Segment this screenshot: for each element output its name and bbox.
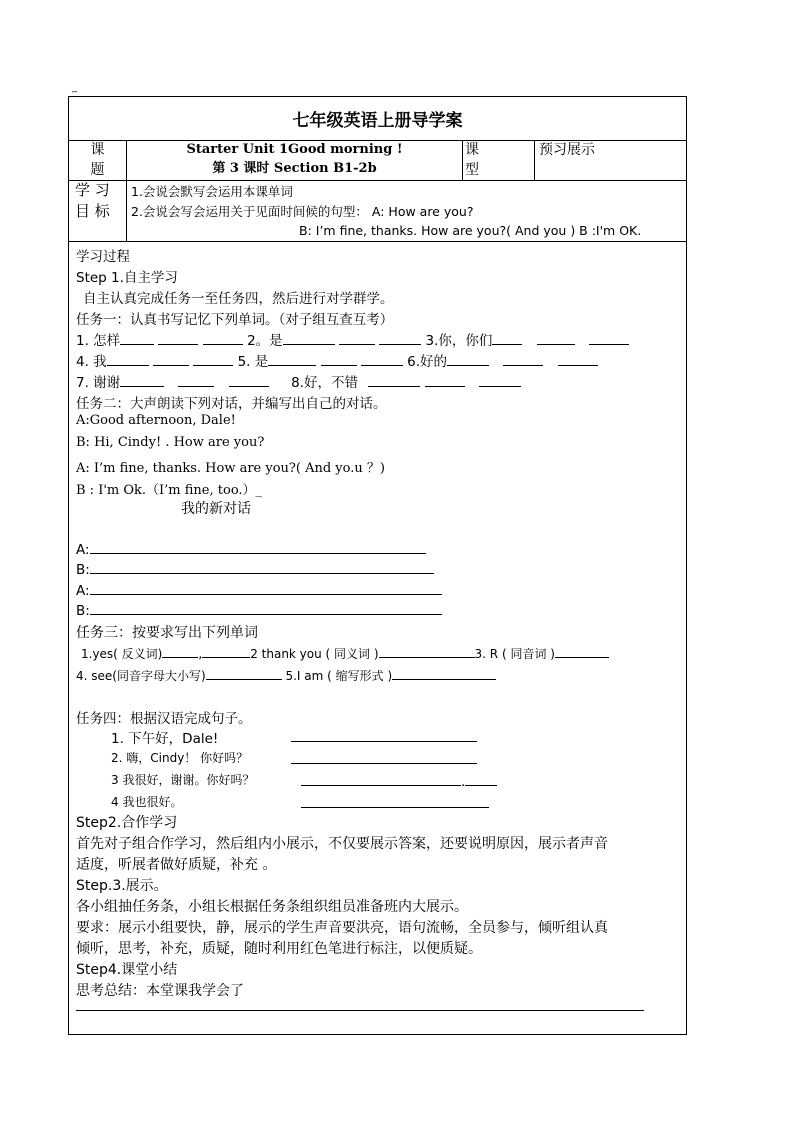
word-prompt: 3.你，你们 <box>425 333 493 349</box>
blank[interactable] <box>321 351 357 366</box>
task1-line2 <box>76 350 598 370</box>
step3-heading: Step.3.展示。 <box>76 878 168 894</box>
summary-answer <box>76 996 644 1015</box>
type-value: 预习展示 <box>539 142 595 158</box>
step4-text: 思考总结：本堂课我学会了 <box>76 983 244 999</box>
lesson-title-cell <box>127 140 463 180</box>
goals-row <box>69 180 686 242</box>
task3-line2 <box>76 665 496 684</box>
blank[interactable] <box>503 351 543 366</box>
word-prompt: 4. 我 <box>76 354 107 370</box>
blank[interactable] <box>283 330 335 345</box>
step4-heading: Step4.课堂小结 <box>76 962 178 978</box>
blank[interactable] <box>555 643 609 658</box>
blank[interactable] <box>361 351 403 366</box>
task4-heading: 任务四：根据汉语完成句子。 <box>76 711 252 727</box>
my-dialog-heading: 我的新对话 <box>181 501 251 517</box>
word-prompt: 2。是 <box>247 333 283 349</box>
task3-heading: 任务三：按要求写出下列单词 <box>76 625 258 641</box>
blank[interactable] <box>537 330 575 345</box>
sentence-1-answer <box>291 727 477 746</box>
step1-desc: 自主认真完成任务一至任务四，然后进行对学群学。 <box>83 291 394 307</box>
step2-heading: Step2.合作学习 <box>76 815 178 831</box>
answer-line[interactable] <box>90 559 434 574</box>
step3-text-3: 倾听，思考，补充，质疑，随时利用红色笔进行标注，以便质疑。 <box>76 941 482 957</box>
sentence-3-answer: . <box>301 771 497 790</box>
step3-text-1: 各小组抽任务条，小组长根据任务条组织组员准备班内大展示。 <box>76 899 468 915</box>
word-prompt: 1.yes( 反义词) <box>81 647 163 661</box>
answer-line[interactable] <box>301 793 489 808</box>
dialog-line-2: B: Hi, Cindy! . How are you? <box>76 435 265 450</box>
answer-line[interactable] <box>291 727 477 742</box>
goal-2: 2.会说会写会运用关于见面时间候的句型： A: How are you? <box>131 204 474 219</box>
step3-text-2: 要求：展示小组要快，静，展示的学生声音要洪亮，语句流畅，全员参与，倾听组认真 <box>76 920 608 936</box>
speaker-label: A: <box>76 542 90 558</box>
blank[interactable] <box>229 372 269 387</box>
blank[interactable] <box>589 330 629 345</box>
goal-3: B: I’m fine, thanks. How are you?( And you ) B :I'm OK. <box>299 223 642 238</box>
blank[interactable] <box>193 351 233 366</box>
step1-heading: Step 1.自主学习 <box>76 270 178 286</box>
blank[interactable] <box>339 330 375 345</box>
blank[interactable] <box>120 372 164 387</box>
dialog-line-1: A:Good afternoon, Dale! <box>76 413 236 428</box>
process-heading: 学习过程 <box>76 249 130 265</box>
blank[interactable] <box>558 351 598 366</box>
blank[interactable] <box>368 372 420 387</box>
blank[interactable] <box>158 330 198 345</box>
blank[interactable] <box>203 330 243 345</box>
corner-mark: _ <box>72 82 77 93</box>
sentence-3: 3 我很好，谢谢。你好吗？ <box>111 773 255 787</box>
new-dialog-b1 <box>76 559 434 578</box>
answer-line[interactable] <box>76 996 644 1011</box>
blank[interactable] <box>178 372 214 387</box>
speaker-label: B: <box>76 603 90 619</box>
sentence-4-answer <box>301 793 489 812</box>
answer-line[interactable] <box>301 771 461 786</box>
course-label: 课 题 <box>69 140 127 180</box>
word-prompt: 2 thank you ( 同义词 ) <box>250 647 379 661</box>
speaker-label: B: <box>76 562 90 578</box>
word-prompt: 3. R ( 同音词 ) <box>474 647 555 661</box>
worksheet-table <box>68 96 687 1035</box>
task1-line3 <box>76 371 521 391</box>
task1-line1 <box>76 329 629 349</box>
task3-line1: 1.yes( 反义词) , 2 thank you ( 同义词 ) 3. R ( 同音词 ) <box>81 643 609 662</box>
blank[interactable] <box>153 351 189 366</box>
goals-content <box>127 180 687 241</box>
speaker-label: A: <box>76 583 90 599</box>
answer-line[interactable] <box>90 600 442 615</box>
sentence-1: 1. 下午好，Dale! <box>111 731 219 747</box>
blank[interactable] <box>479 372 521 387</box>
blank[interactable] <box>206 665 282 680</box>
word-prompt: 7. 谢谢 <box>76 375 121 391</box>
blank[interactable] <box>268 351 316 366</box>
word-prompt: 5.I am ( 缩写形式 ) <box>285 669 393 683</box>
step2-text-1: 首先对子组合作学习，然后组内小展示，不仅要展示答案，还要说明原因，展示者声音 <box>76 836 608 852</box>
answer-line[interactable] <box>291 749 477 764</box>
task1-heading: 任务一：认真书写记忆下列单词。（对子组互查互考） <box>76 312 394 328</box>
new-dialog-b2 <box>76 600 442 619</box>
blank[interactable] <box>447 351 489 366</box>
new-dialog-a2 <box>76 580 442 599</box>
goal-1: 1.会说会默写会运用本课单词 <box>131 184 293 199</box>
word-prompt: 1. 怎样 <box>76 333 121 349</box>
blank[interactable] <box>379 330 421 345</box>
sentence-2-answer <box>291 749 477 768</box>
type-label: 课 型 <box>463 140 535 180</box>
blank[interactable] <box>162 643 198 658</box>
blank[interactable] <box>107 351 149 366</box>
word-prompt: 4. see(同音字母大小写) <box>76 669 206 683</box>
word-prompt: 5. 是 <box>237 354 269 370</box>
answer-line[interactable] <box>90 580 442 595</box>
learning-process <box>69 241 686 1034</box>
blank[interactable] <box>379 643 475 658</box>
lesson-number: 第 3 课时 Section B1-2b <box>212 161 377 176</box>
new-dialog-a1 <box>76 539 426 558</box>
blank[interactable] <box>202 643 250 658</box>
answer-line[interactable] <box>465 771 497 786</box>
step2-text-2: 适度，听展者做好质疑，补充 。 <box>76 857 277 873</box>
sentence-4: 4 我也很好。 <box>111 795 183 809</box>
sentence-2: 2. 嗨，Cindy！ 你好吗？ <box>111 751 249 765</box>
word-prompt: 6.好的 <box>407 354 448 370</box>
dialog-line-4: B : I'm Ok.（I’m fine, too.）_ <box>76 483 263 498</box>
unit-title: Starter Unit 1Good morning ! <box>186 142 403 157</box>
answer-line[interactable] <box>90 539 426 554</box>
word-prompt: 8.好，不错 <box>291 375 358 391</box>
blank[interactable] <box>120 330 154 345</box>
page-title: 七年级英语上册导学案 <box>69 97 686 141</box>
dialog-line-3: A: I’m fine, thanks. How are you?( And yo.u ？) <box>76 461 385 476</box>
blank[interactable] <box>492 330 522 345</box>
task2-heading: 任务二：大声朗读下列对话，并编写出自己的对话。 <box>76 396 387 412</box>
blank[interactable] <box>425 372 465 387</box>
goals-label: 学 习 目 标 <box>69 180 127 241</box>
blank[interactable] <box>392 665 496 680</box>
lesson-info-row <box>69 140 686 181</box>
